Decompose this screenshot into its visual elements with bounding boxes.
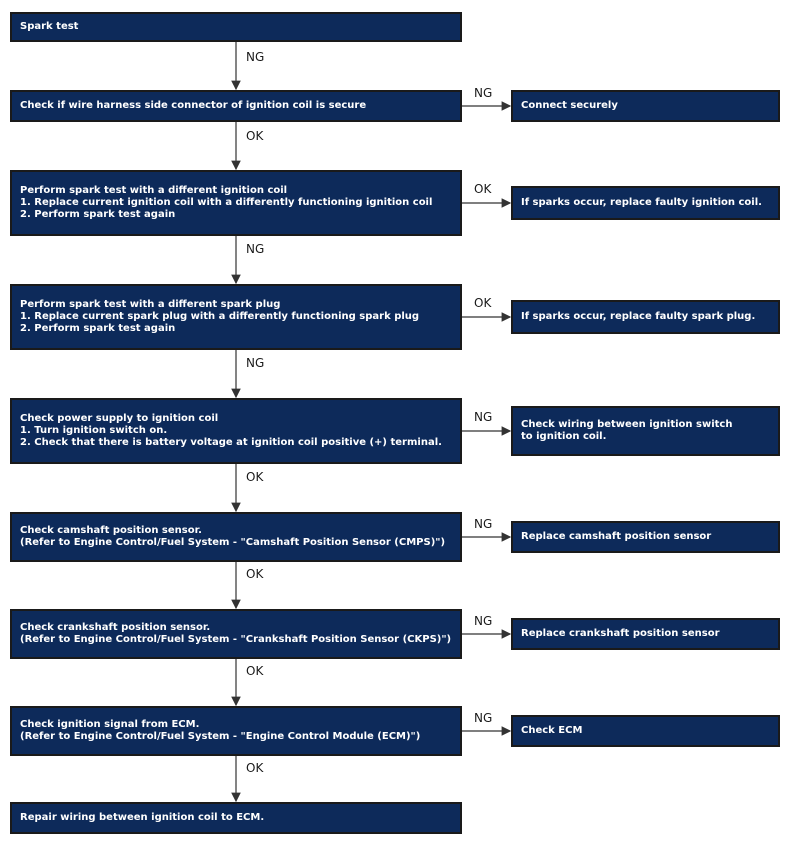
step-check-camshaft-sensor [10,512,462,562]
step-line: (Refer to Engine Control/Fuel System - "Crankshaft Position Sensor (CKPS)") [20,634,452,645]
side-label: NG [474,86,493,100]
result-line: Check ECM [521,725,583,736]
result-check-ecm [511,715,780,747]
step-check-power-supply [10,398,462,464]
result-check-wiring-ignition-switch [511,406,780,456]
step-repair-wiring [10,802,462,834]
step-spark-test [10,12,462,42]
result-line: If sparks occur, replace faulty spark plug. [521,311,756,322]
down-label: NG [246,242,265,256]
step-line: 2. Check that there is battery voltage at ignition coil positive (+) terminal. [20,437,442,448]
side-label: NG [474,614,493,628]
result-replace-ignition-coil [511,186,780,220]
step-line: Check ignition signal from ECM. [20,719,200,730]
step-line: Check power supply to ignition coil [20,413,219,424]
step-different-ignition-coil [10,170,462,236]
result-line: Replace camshaft position sensor [521,531,712,542]
side-label: NG [474,517,493,531]
side-label: NG [474,711,493,725]
step-line: Spark test [20,21,79,32]
down-label: NG [246,356,265,370]
result-line: to ignition coil. [521,431,607,442]
step-line: Check if wire harness side connector of ignition coil is secure [20,100,367,111]
result-line: Replace crankshaft position sensor [521,628,720,639]
step-line: (Refer to Engine Control/Fuel System - "Camshaft Position Sensor (CMPS)") [20,537,446,548]
step-line: Repair wiring between ignition coil to ECM. [20,812,265,823]
step-line: Check camshaft position sensor. [20,525,202,536]
down-label: OK [246,761,264,775]
down-label: OK [246,567,264,581]
result-line: Check wiring between ignition switch [521,419,733,430]
side-label: OK [474,296,492,310]
step-line: 2. Perform spark test again [20,209,176,220]
step-different-spark-plug [10,284,462,350]
step-check-crankshaft-sensor [10,609,462,659]
down-label: OK [246,664,264,678]
result-replace-crankshaft-sensor [511,618,780,650]
step-line: (Refer to Engine Control/Fuel System - "Engine Control Module (ECM)") [20,731,421,742]
step-line: Perform spark test with a different spark plug [20,299,281,310]
down-label: OK [246,470,264,484]
step-line: 1. Turn ignition switch on. [20,425,168,436]
step-line: Perform spark test with a different ignition coil [20,185,288,196]
result-line: Connect securely [521,100,618,111]
result-replace-camshaft-sensor [511,521,780,553]
step-line: 1. Replace current ignition coil with a differently functioning ignition coil [20,197,433,208]
step-line: 1. Replace current spark plug with a differently functioning spark plug [20,311,420,322]
result-line: If sparks occur, replace faulty ignition coil. [521,197,762,208]
step-line: Check crankshaft position sensor. [20,622,211,633]
result-replace-spark-plug [511,300,780,334]
result-connect-securely [511,90,780,122]
down-label: NG [246,50,265,64]
step-line: 2. Perform spark test again [20,323,176,334]
step-check-connector [10,90,462,122]
down-label: OK [246,129,264,143]
step-check-ignition-signal [10,706,462,756]
side-label: OK [474,182,492,196]
side-label: NG [474,410,493,424]
